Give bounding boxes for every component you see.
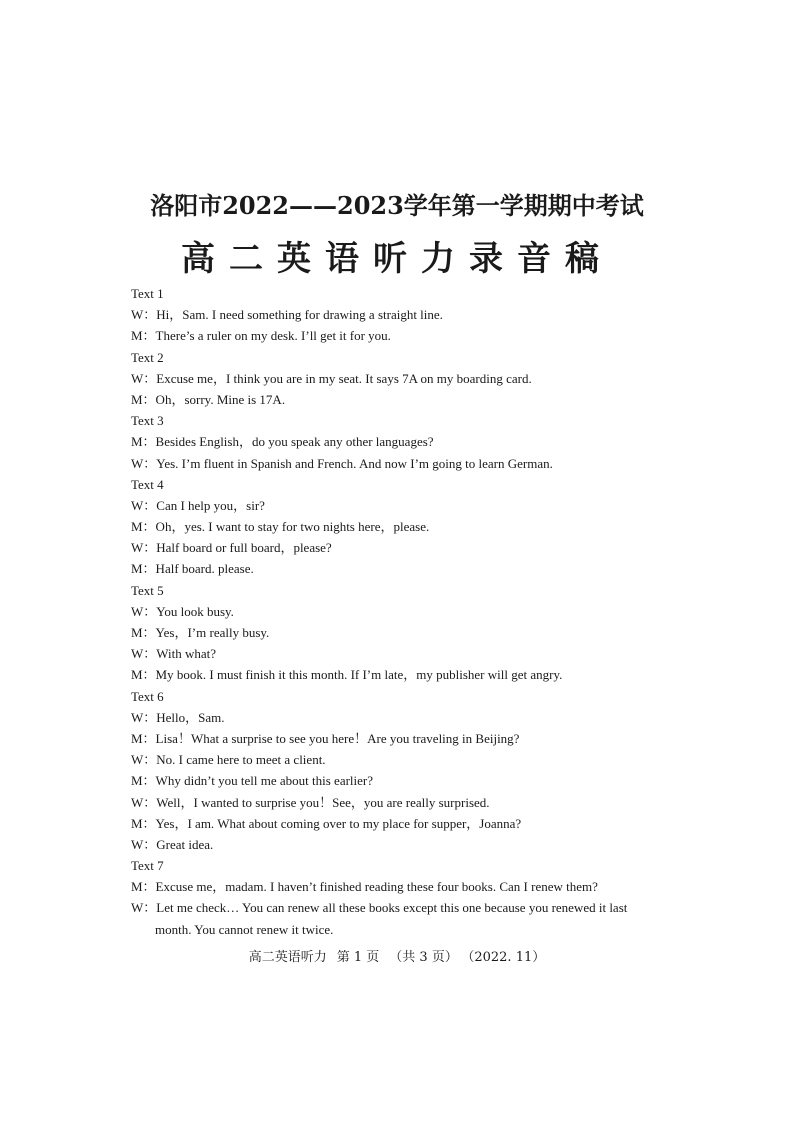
dialogue-line: M：My book. I must finish it this month. If I’m late，my publisher will get angry. <box>131 667 563 683</box>
section-heading: Text 3 <box>131 413 164 429</box>
dialogue-line: W：Yes. I’m fluent in Spanish and French. And now I’m going to learn German. <box>131 455 553 471</box>
dialogue-line: W：Well，I wanted to surprise you！See，you are really surprised. <box>131 794 490 810</box>
section-heading: Text 7 <box>131 858 164 874</box>
transcript-title: 高二英语听力录音稿 <box>181 239 613 279</box>
dialogue-line: M：Yes，I am. What about coming over to my place for supper，Joanna? <box>131 815 522 831</box>
dialogue-line: M：There’s a ruler on my desk. I’ll get it for you. <box>131 328 391 344</box>
dialogue-line: W：Hello，Sam. <box>131 709 225 725</box>
footer-subject: 高二英语听力 <box>248 950 327 965</box>
dialogue-line: M：Lisa！What a surprise to see you here！Are you traveling in Beijing? <box>131 730 520 746</box>
dialogue-line: M：Why didn’t you tell me about this earlier? <box>131 773 374 789</box>
section-heading: Text 1 <box>131 286 164 301</box>
dialogue-line: W：Hi，Sam. I need something for drawing a straight line. <box>131 307 443 323</box>
footer-date: （2022. 11） <box>467 950 546 965</box>
dialogue-line: W：You look busy. <box>131 603 234 619</box>
dialogue-line: W：Let me check… You can renew all these books except this one because you renewed it last <box>131 900 628 916</box>
dialogue-line-continuation: month. You cannot renew it twice. <box>155 921 334 937</box>
footer-page-number: 第 1 页 <box>336 950 380 965</box>
transcript-body <box>131 283 691 940</box>
dialogue-line: M：Yes，I’m really busy. <box>131 625 270 640</box>
footer-total-pages: （共 3 页） <box>389 950 458 965</box>
dialogue-line: W：Great idea. <box>131 836 214 852</box>
dialogue-line: W：Can I help you，sir? <box>131 497 265 513</box>
section-heading: Text 6 <box>131 688 164 704</box>
dialogue-line: W：Half board or full board，please? <box>131 540 332 556</box>
section-heading: Text 4 <box>131 476 164 492</box>
dialogue-line: M：Half board. please. <box>131 561 254 577</box>
page-footer <box>0 946 794 965</box>
dialogue-line: W：Excuse me，I think you are in my seat. It says 7A on my boarding card. <box>131 370 532 386</box>
section-heading: Text 5 <box>131 582 164 598</box>
dialogue-line: W：With what? <box>131 646 217 662</box>
dialogue-line: M：Oh，sorry. Mine is 17A. <box>131 391 286 407</box>
dialogue-line: M：Oh，yes. I want to stay for two nights here，please. <box>131 519 430 535</box>
dialogue-line: M：Excuse me，madam. I haven’t finished reading these four books. Can I renew them? <box>131 879 598 895</box>
dialogue-line: M：Besides English，do you speak any other languages? <box>131 434 434 450</box>
dialogue-line: W：No. I came here to meet a client. <box>131 752 326 768</box>
section-heading: Text 2 <box>131 349 164 365</box>
exam-title: 洛阳市2022——2023学年第一学期期中考试 <box>150 191 644 220</box>
